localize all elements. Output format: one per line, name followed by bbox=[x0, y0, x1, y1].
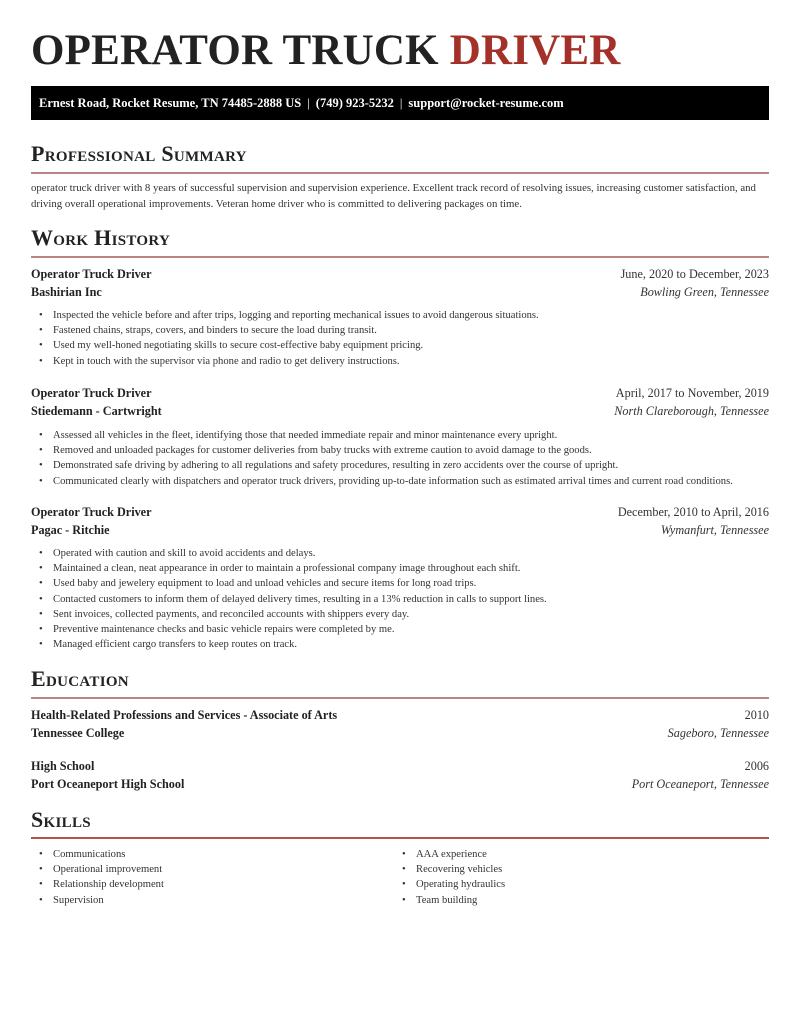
job-location: North Clareborough, Tennessee bbox=[614, 404, 769, 418]
list-item: • Operated with caution and skill to avoid accidents and delays. bbox=[53, 546, 769, 561]
education-degree-row bbox=[31, 707, 769, 724]
resume-title bbox=[31, 28, 621, 74]
job-bullets bbox=[53, 428, 769, 489]
list-item: • Maintained a clean, neat appearance in order to maintain a professional company image throughout each shift. bbox=[53, 561, 769, 576]
section-divider bbox=[31, 837, 769, 839]
section-divider bbox=[31, 256, 769, 258]
list-item: • Kept in touch with the supervisor via phone and radio to get delivery instructions. bbox=[53, 354, 769, 369]
education-degree: Health-Related Professions and Services - Associate of Arts bbox=[31, 708, 338, 722]
list-item: • Inspected the vehicle before and after trips, logging and reporting mechanical issues to avoid dangerous situations. bbox=[53, 308, 769, 323]
job-bullets bbox=[53, 308, 769, 369]
summary-text: operator truck driver with 8 years of successful supervision and supervision experience. Excellent track record of resolving issues, increasing customer satisfaction, and driving overall operational improvements. Veteran home driver who is committed to delivering packages on time. bbox=[31, 182, 756, 210]
education-location: Sageboro, Tennessee bbox=[667, 726, 769, 740]
job-dates: December, 2010 to April, 2016 bbox=[617, 505, 769, 519]
list-item: • Used baby and jewelery equipment to load and unload vehicles and secure items for long road trips. bbox=[53, 576, 769, 591]
list-item: • Sent invoices, collected payments, and reconciled accounts with shippers every day. bbox=[53, 607, 769, 622]
job-location: Bowling Green, Tennessee bbox=[640, 285, 769, 299]
skill-item: • Supervision bbox=[53, 893, 164, 908]
education-degree: High School bbox=[31, 759, 95, 773]
job-dates: June, 2020 to December, 2023 bbox=[620, 267, 769, 281]
job-company: Pagac - Ritchie bbox=[31, 523, 110, 537]
title-accent: DRIVER bbox=[449, 27, 621, 74]
summary-heading: Professional Summary bbox=[31, 141, 247, 166]
skills-list-right bbox=[416, 847, 505, 908]
job-dates: April, 2017 to November, 2019 bbox=[615, 386, 769, 400]
list-item: • Fastened chains, straps, covers, and binders to secure the load during transit. bbox=[53, 323, 769, 338]
education-year: 2006 bbox=[744, 759, 769, 773]
education-school-row bbox=[31, 776, 769, 793]
section-divider bbox=[31, 172, 769, 174]
job-title-row bbox=[31, 504, 769, 521]
list-item: • Contacted customers to inform them of delayed delivery times, resulting in a 13% reduction in calls to support lines. bbox=[53, 592, 769, 607]
skill-item: • Operating hydraulics bbox=[416, 877, 505, 892]
skill-item: • Operational improvement bbox=[53, 862, 164, 877]
contact-phone: (749) 923-5232 bbox=[315, 96, 394, 110]
job-title: Operator Truck Driver bbox=[31, 386, 152, 400]
contact-address: Ernest Road, Rocket Resume, TN 74485-2888 US bbox=[39, 96, 302, 110]
education-year: 2010 bbox=[744, 708, 769, 722]
job-title: Operator Truck Driver bbox=[31, 267, 152, 281]
list-item: • Managed efficient cargo transfers to keep routes on track. bbox=[53, 637, 769, 652]
job-company-row bbox=[31, 522, 769, 539]
contact-email[interactable]: support@rocket-resume.com bbox=[408, 96, 564, 110]
skill-item: • Communications bbox=[53, 847, 164, 862]
list-item: • Demonstrated safe driving by adhering to all regulations and safety procedures, resulting in zero accidents over the course of upright. bbox=[53, 458, 769, 473]
skill-item: • AAA experience bbox=[416, 847, 505, 862]
education-heading: Education bbox=[31, 666, 129, 691]
skill-item: • Relationship development bbox=[53, 877, 164, 892]
job-company: Bashirian Inc bbox=[31, 285, 102, 299]
education-school-row bbox=[31, 725, 769, 742]
section-divider bbox=[31, 697, 769, 699]
job-company: Stiedemann - Cartwright bbox=[31, 404, 162, 418]
contact-bar bbox=[31, 86, 769, 120]
job-bullets bbox=[53, 546, 769, 652]
skills-list-left bbox=[53, 847, 164, 908]
list-item: • Used my well-honed negotiating skills to secure cost-effective baby equipment pricing. bbox=[53, 338, 769, 353]
job-location: Wymanfurt, Tennessee bbox=[660, 523, 769, 537]
skill-item: • Team building bbox=[416, 893, 505, 908]
job-title-row bbox=[31, 385, 769, 402]
contact-separator: | bbox=[399, 96, 403, 110]
job-company-row bbox=[31, 284, 769, 301]
education-location: Port Oceaneport, Tennessee bbox=[631, 777, 769, 791]
contact-separator: | bbox=[307, 96, 310, 110]
skill-item: • Recovering vehicles bbox=[416, 862, 505, 877]
list-item: • Communicated clearly with dispatchers and operator truck drivers, providing up-to-date information such as estimated arrival times and current road conditions. bbox=[53, 474, 769, 489]
work-history-heading: Work History bbox=[31, 225, 171, 250]
education-degree-row bbox=[31, 758, 769, 775]
list-item: • Preventive maintenance checks and basic vehicle repairs were completed by me. bbox=[53, 622, 769, 637]
education-school: Port Oceaneport High School bbox=[31, 777, 185, 791]
job-company-row bbox=[31, 403, 769, 420]
list-item: • Assessed all vehicles in the fleet, identifying those that needed immediate repair and minor maintenance every upright. bbox=[53, 428, 769, 443]
title-main: OPERATOR TRUCK bbox=[31, 27, 450, 74]
skills-heading: Skills bbox=[31, 807, 91, 832]
job-title: Operator Truck Driver bbox=[31, 505, 152, 519]
job-title-row bbox=[31, 266, 769, 283]
education-school: Tennessee College bbox=[31, 726, 125, 740]
list-item: • Removed and unloaded packages for customer deliveries from baby trucks with extreme caution to avoid damage to the goods. bbox=[53, 443, 769, 458]
